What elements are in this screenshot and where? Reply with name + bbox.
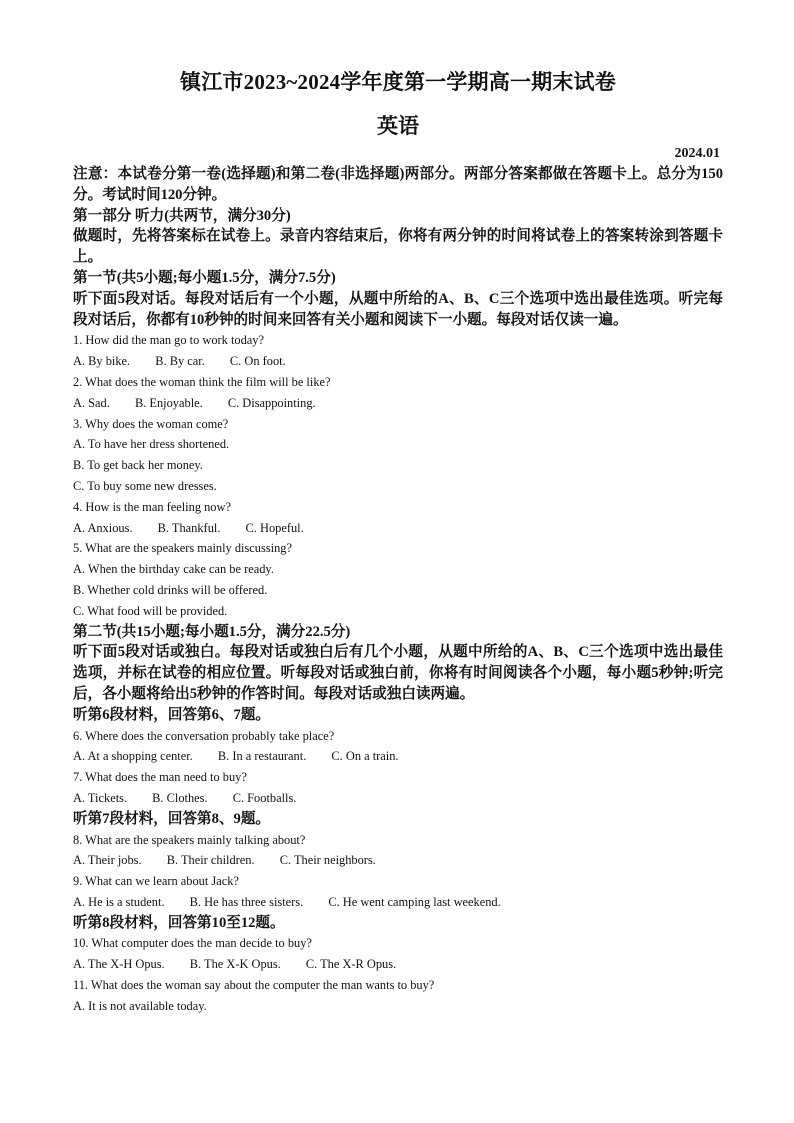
section1-instruction: 听下面5段对话。每段对话后有一个小题，从题中所给的A、B、C三个选项中选出最佳选项。听完每段对话后，你都有10秒钟的时间来回答有关小题和阅读下一小题。每段对话仅读一遍。 [73, 290, 723, 328]
option-a: A. At a shopping center. [73, 749, 193, 764]
question-8-options [73, 850, 723, 871]
notice-text: 注意：本试卷分第一卷(选择题)和第二卷(非选择题)两部分。两部分答案都做在答题卡上。总分为150分。考试时间120分钟。 [73, 166, 723, 203]
question-7: 7. What does the man need to buy? [73, 770, 247, 785]
option-c: C. Disappointing. [227, 395, 316, 410]
question-2-options [73, 393, 723, 414]
question-9-options [73, 892, 723, 913]
option-b: B. Clothes. [152, 790, 208, 805]
question-2: 2. What does the woman think the film will be like? [73, 374, 331, 389]
part1-heading: 第一部分 听力(共两节，满分30分) [73, 207, 291, 224]
option-b: B. Enjoyable. [134, 395, 203, 410]
question-6-options [73, 746, 723, 767]
question-10: 10. What computer does the man decide to buy? [73, 936, 312, 951]
question-4: 4. How is the man feeling now? [73, 499, 231, 514]
option-b: B. Whether cold drinks will be offered. [73, 582, 268, 597]
option-a: A. Their jobs. [73, 853, 142, 868]
option-b: B. Thankful. [157, 520, 221, 535]
option-c: C. Their neighbors. [279, 853, 376, 868]
option-b: B. The X-K Opus. [189, 957, 281, 972]
option-b: B. In a restaurant. [217, 749, 307, 764]
option-a: A. Tickets. [73, 790, 128, 805]
option-b: B. By car. [155, 354, 205, 369]
option-c: C. The X-R Opus. [305, 957, 397, 972]
option-c: C. On a train. [331, 749, 399, 764]
option-a: A. To have her dress shortened. [73, 437, 230, 452]
question-7-options [73, 788, 723, 809]
exam-subject: 英语 [377, 114, 419, 138]
option-c: C. Footballs. [232, 790, 297, 805]
option-c: C. What food will be provided. [73, 603, 228, 618]
option-a: A. He is a student. [73, 894, 165, 909]
material-6-heading: 听第6段材料，回答第6、7题。 [73, 706, 271, 723]
part1-instruction: 做题时，先将答案标在试卷上。录音内容结束后，你将有两分钟的时间将试卷上的答案转涂到答题卡上。 [73, 228, 723, 266]
option-a: A. Anxious. [73, 520, 133, 535]
option-c: C. To buy some new dresses. [73, 478, 217, 493]
question-6: 6. Where does the conversation probably take place? [73, 728, 335, 743]
question-8: 8. What are the speakers mainly talking about? [73, 832, 306, 847]
exam-body [73, 164, 723, 1017]
question-5: 5. What are the speakers mainly discussing? [73, 541, 292, 556]
option-c: C. He went camping last weekend. [328, 894, 501, 909]
option-a: A. Sad. [73, 395, 110, 410]
option-c: C. Hopeful. [245, 520, 304, 535]
exam-date: 2024.01 [674, 146, 720, 161]
option-a: A. The X-H Opus. [73, 957, 165, 972]
option-a: A. When the birthday cake can be ready. [73, 562, 274, 577]
question-4-options [73, 518, 723, 539]
section2-heading: 第二节(共15小题;每小题1.5分，满分22.5分) [73, 623, 351, 640]
option-b: B. Their children. [166, 853, 255, 868]
option-b: B. He has three sisters. [189, 894, 304, 909]
option-c: C. On foot. [229, 354, 286, 369]
question-3: 3. Why does the woman come? [73, 416, 229, 431]
exam-title: 镇江市2023~2024学年度第一学期高一期末试卷 [180, 70, 616, 94]
section1-heading: 第一节(共5小题;每小题1.5分，满分7.5分) [73, 269, 336, 286]
material-7-heading: 听第7段材料，回答第8、9题。 [73, 810, 271, 827]
option-a: A. It is not available today. [73, 998, 207, 1013]
question-1-options [73, 351, 723, 372]
question-10-options [73, 954, 723, 975]
section2-instruction: 听下面5段对话或独白。每段对话或独白后有几个小题，从题中所给的A、B、C三个选项中选出最佳选项，并标在试卷的相应位置。听每段对话或独白前，你将有时间阅读各个小题，每小题5秒钟;听完后，各小题将给出5秒钟的作答时间。每段对话或独白读两遍。 [73, 644, 723, 702]
option-a: A. By bike. [73, 354, 131, 369]
material-8-heading: 听第8段材料，回答第10至12题。 [73, 914, 285, 931]
option-b: B. To get back her money. [73, 458, 203, 473]
question-9: 9. What can we learn about Jack? [73, 874, 239, 889]
question-11: 11. What does the woman say about the computer the man wants to buy? [73, 978, 435, 993]
question-1: 1. How did the man go to work today? [73, 333, 264, 348]
